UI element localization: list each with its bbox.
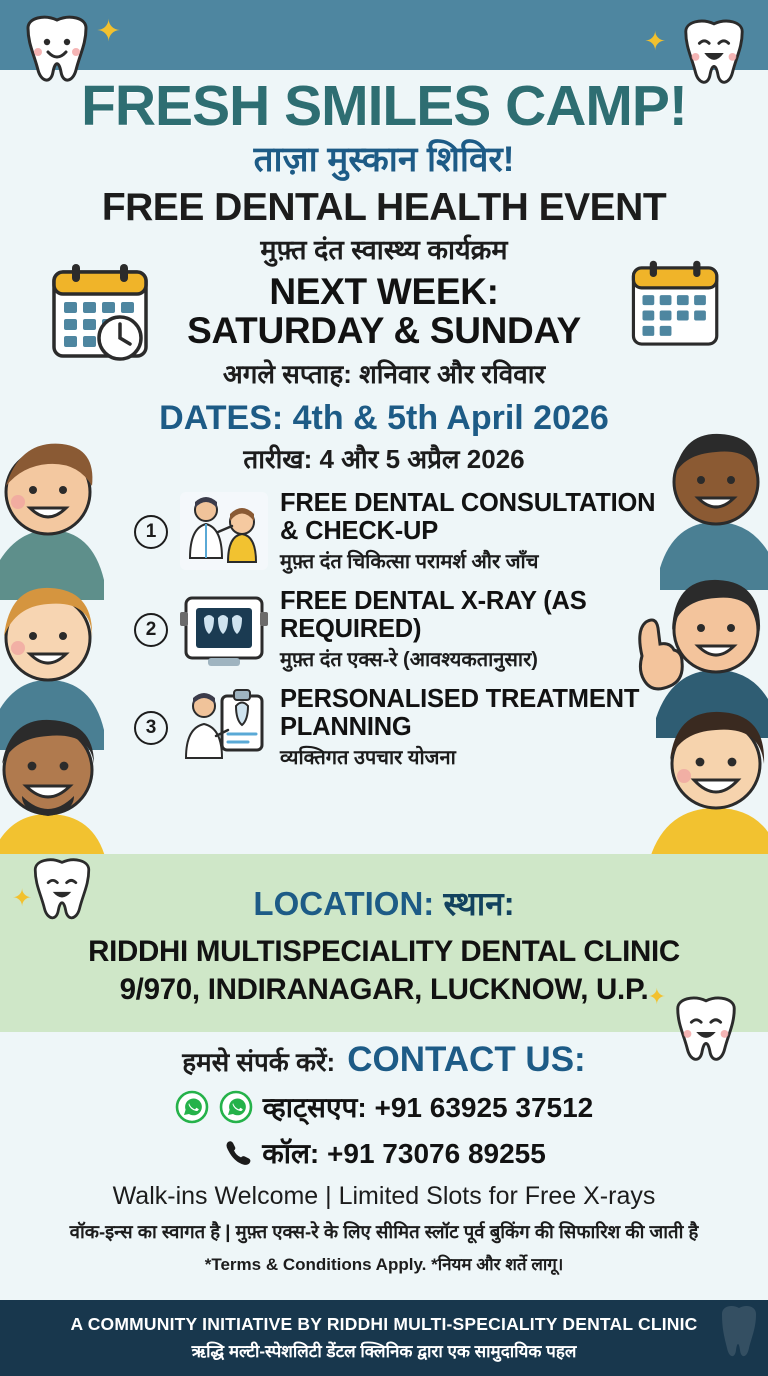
footer-line-1: A COMMUNITY INITIATIVE BY RIDDHI MULTI-SPECIALITY DENTAL CLINIC [70,1314,698,1334]
contact-heading-en: CONTACT US: [347,1040,586,1079]
service-item [134,586,664,674]
whatsapp-number[interactable]: व्हाट्सएप: +91 63925 37512 [262,1092,594,1123]
service-title-hindi: मुफ़्त दंत एक्स-रे (आवश्यकतानुसार) [280,649,538,672]
location-label-en: LOCATION: [253,884,435,922]
terms-note: *Terms & Conditions Apply. *नियम और शर्ते लागू। [204,1255,564,1274]
clinic-name: RIDDHI MULTISPECIALITY DENTAL CLINIC [88,934,680,968]
subtitle-hi: मुफ़्त दंत स्वास्थ्य कार्यक्रम [260,235,508,266]
dentist-consultation-icon [178,488,270,576]
page-title: FRESH SMILES CAMP! [81,74,687,138]
service-number: 2 [134,613,168,647]
clinic-address: 9/970, INDIRANAGAR, LUCKNOW, U.P. [119,972,649,1006]
sparkle-icon: ✦ [647,984,666,1009]
event-when-line1: NEXT WEEK: [269,271,499,313]
treatment-plan-clipboard-icon [178,684,270,772]
event-dates-hindi: तारीख: 4 और 5 अप्रैल 2026 [243,444,525,475]
people-illustration-right [620,418,768,858]
tooth-mascot-location-left [26,856,98,926]
service-number: 1 [134,515,168,549]
walkins-note-hindi: वॉक-इन्स का स्वागत है | मुफ़्त एक्स-रे के लिए सीमित स्लॉट पूर्व बुकिंग की सिफारिश की जाती है [69,1221,699,1242]
whatsapp-row[interactable] [0,1088,768,1126]
subtitle-en: FREE DENTAL HEALTH EVENT [101,185,667,229]
event-when [0,273,768,351]
service-number: 3 [134,711,168,745]
service-title-hindi: व्यक्तिगत उपचार योजना [280,747,456,770]
sparkle-icon: ✦ [644,26,666,56]
contact-heading-hindi: हमसे संपर्क करें: [182,1047,336,1077]
event-when-hindi: अगले सप्ताह: शनिवार और रविवार [222,359,546,390]
footer-line-2: ऋद्धि मल्टी-स्पेशलिटी डेंटल क्लिनिक द्वारा एक सामुदायिक पहल [191,1342,577,1361]
contact-heading [0,1040,768,1080]
call-number[interactable]: कॉल: +91 73076 89255 [262,1138,546,1169]
location-label-hi: स्थान: [443,884,515,922]
contact-section [0,1040,768,1275]
service-title-hindi: मुफ़्त दंत चिकित्सा परामर्श और जाँच [280,551,539,574]
footer-bar [0,1300,768,1376]
whatsapp-icon[interactable] [175,1090,209,1124]
page-title-hindi: ताज़ा मुस्कान शिविर! [253,140,515,179]
walkins-note: Walk-ins Welcome | Limited Slots for Free X-rays [112,1182,656,1210]
service-title: PERSONALISED TREATMENT PLANNING [280,685,640,741]
tooth-watermark-icon [718,1304,760,1364]
dental-xray-icon [178,586,270,674]
phone-icon[interactable] [222,1138,252,1168]
service-item [134,684,664,772]
call-row[interactable] [0,1134,768,1172]
service-title: FREE DENTAL X-RAY (AS REQUIRED) [280,587,587,643]
service-item [134,488,664,576]
event-dates: DATES: 4th & 5th April 2026 [159,399,609,438]
location-heading [253,880,514,925]
sparkle-icon: ✦ [96,15,122,48]
people-illustration-left [0,430,140,860]
sparkle-icon: ✦ [12,885,33,912]
service-title: FREE DENTAL CONSULTATION & CHECK-UP [280,489,656,545]
event-when-line2: SATURDAY & SUNDAY [187,310,581,352]
whatsapp-icon-secondary[interactable] [219,1090,253,1124]
